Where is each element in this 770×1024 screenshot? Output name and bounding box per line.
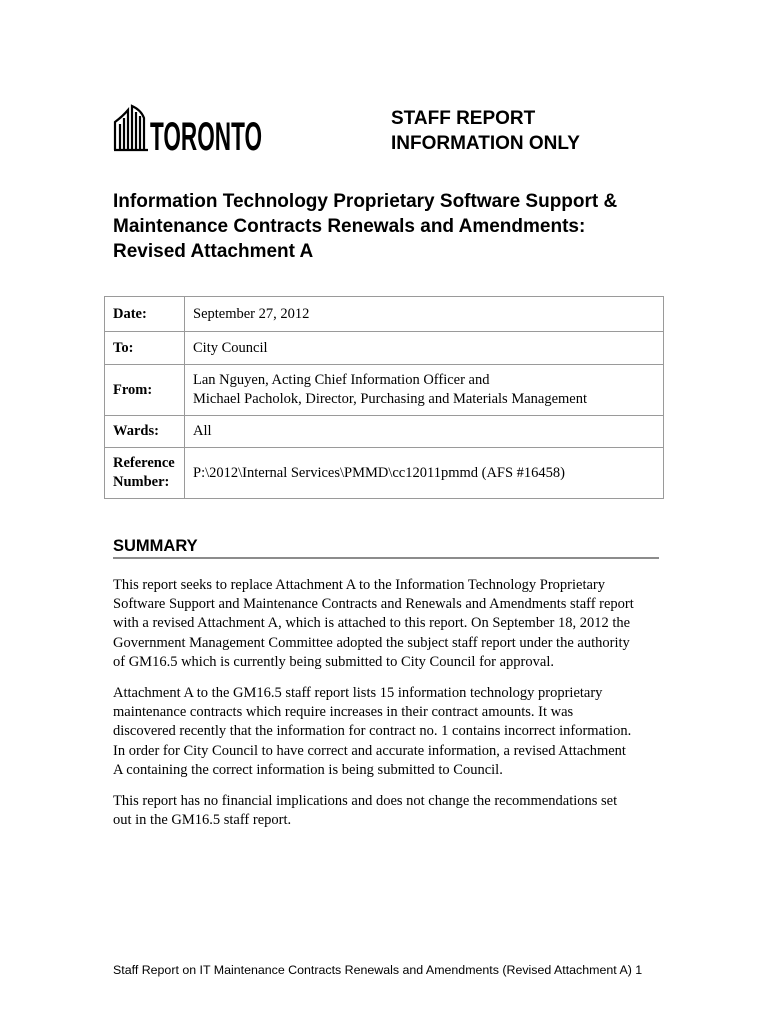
paragraph-line: A containing the correct information is being submitted to Council. [113,761,503,778]
date-row [105,297,664,332]
section-divider [113,557,659,559]
from-value [185,365,664,416]
paragraph-line: of GM16.5 which is currently being submitted to City Council for approval. [113,653,554,670]
paragraph-line: out in the GM16.5 staff report. [113,812,292,829]
page-footer: Staff Report on IT Maintenance Contracts Renewals and Amendments (Revised Attachment A) 1 [113,963,643,977]
toronto-logo [112,100,264,159]
report-type [391,106,580,156]
title-line: Information Technology Proprietary Software Support & [113,191,618,212]
summary-paragraph [113,792,673,830]
paragraph-line: with a revised Attachment A, which is attached to this report. On September 18, 2012 the [113,615,631,632]
reference-row [105,448,664,499]
report-metadata-table [104,296,664,499]
to-row [105,332,664,365]
summary-paragraph [113,576,673,672]
paragraph-line: This report seeks to replace Attachment A to the Information Technology Proprietary [113,577,605,593]
from-row [105,365,664,416]
title-line: Maintenance Contracts Renewals and Amendments: [113,216,586,237]
date-value: September 27, 2012 [185,297,664,332]
paragraph-line: Attachment A to the GM16.5 staff report lists 15 information technology proprietary [113,685,603,701]
title-line: Revised Attachment A [113,241,314,262]
reference-label-line: Reference [113,455,175,471]
paragraph-line: This report has no financial implications and does not change the recommendations set [113,793,618,809]
to-value: City Council [185,332,664,365]
summary-paragraph [113,684,673,780]
paragraph-line: Software Support and Maintenance Contracts and Renewals and Amendments staff report [113,596,634,613]
report-type-line: STAFF REPORT [391,108,536,129]
report-title [113,189,673,264]
from-label: From: [105,365,185,416]
summary-heading: SUMMARY [113,537,198,555]
city-hall-icon [114,106,148,150]
from-line: Michael Pacholok, Director, Purchasing and Materials Management [193,391,588,407]
paragraph-line: In order for City Council to have correct and accurate information, a revised Attachment [113,742,626,759]
reference-value: P:\2012\Internal Services\PMMD\cc12011pmmd (AFS #16458) [185,448,664,499]
paragraph-line: Government Management Committee adopted the subject staff report under the authority [113,634,630,651]
wards-value: All [185,416,664,448]
to-label: To: [105,332,185,365]
paragraph-line: maintenance contracts which require increases in their contract amounts. It was [113,704,574,721]
reference-label-line: Number: [113,474,170,490]
paragraph-line: discovered recently that the information for contract no. 1 contains incorrect information. [113,723,632,740]
date-label: Date: [105,297,185,332]
from-line: Lan Nguyen, Acting Chief Information Officer and [193,372,490,388]
logo-wordmark: TORONTO [150,115,262,159]
reference-label [105,448,185,499]
wards-label: Wards: [105,416,185,448]
wards-row [105,416,664,448]
report-type-line: INFORMATION ONLY [391,133,580,154]
